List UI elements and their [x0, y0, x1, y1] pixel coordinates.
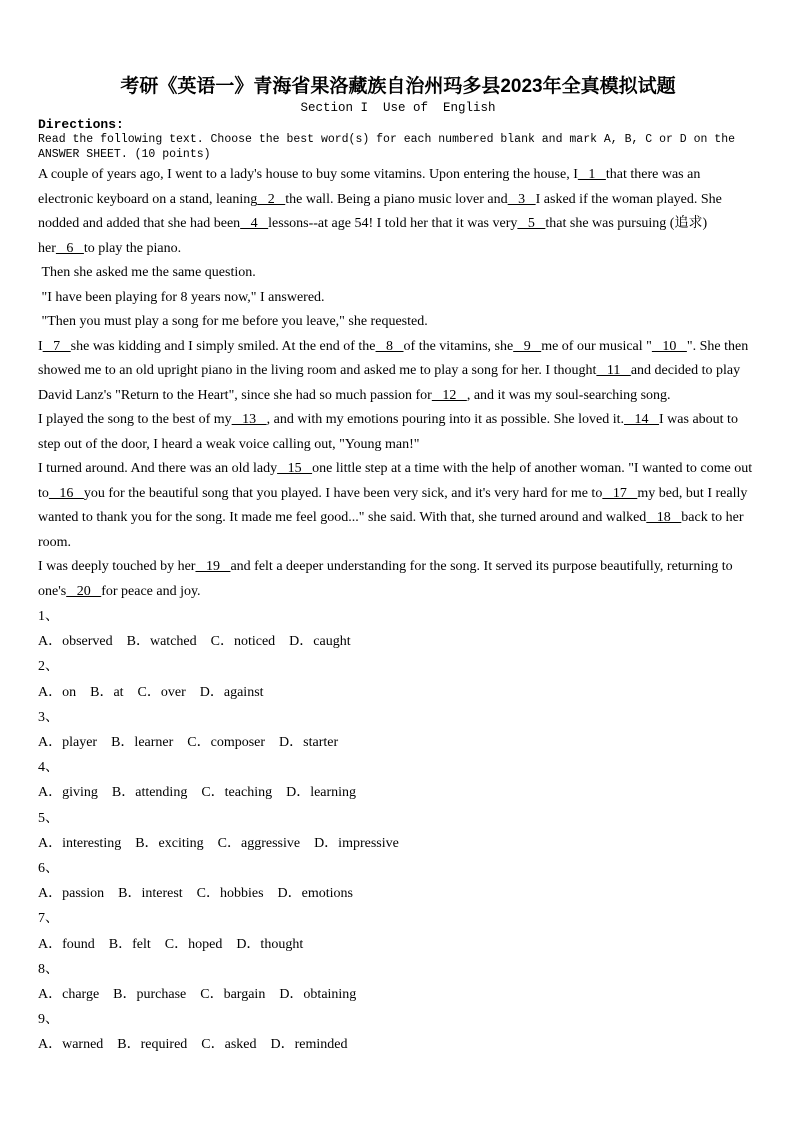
- question-number: 5、: [38, 810, 59, 826]
- fill-blank-7: 7: [42, 338, 71, 354]
- question-number: 1、: [38, 609, 59, 624]
- question-item: [38, 654, 758, 704]
- question-number: 4、: [38, 760, 59, 776]
- question-list: [38, 604, 758, 1058]
- fill-blank-10: 10: [651, 338, 687, 354]
- fill-blank-20: 20: [66, 583, 102, 599]
- question-options: A．giving B．attending C．teaching D．learning: [38, 785, 357, 801]
- question-options: A．observed B．watched C．noticed D．caught: [38, 634, 351, 650]
- question-item: [38, 604, 758, 654]
- question-options: A．interesting B．exciting C．aggressive D．impressive: [38, 835, 399, 851]
- question-options: A．on B．at C．over D．against: [38, 684, 264, 700]
- fill-blank-3: 3: [507, 191, 536, 207]
- question-number: 2、: [38, 659, 59, 675]
- fill-blank-14: 14: [624, 412, 660, 427]
- question-options: A．warned B．required C．asked D．reminded: [38, 1037, 348, 1053]
- fill-blank-18: 18: [646, 510, 682, 525]
- question-options: A．charge B．purchase C．bargain D．obtaining: [38, 987, 357, 1003]
- passage-paragraph: I turned around. And there was an old lady 15 one little step at a time with the help of another woman. "I wanted to come out to 16 you for the beautiful song that you played. I have been very sick, and it's very hard for me to 17 my bed, but I really wanted to thank you for the song. It made me feel good..." she said. With that, she turned around and walked 18 back to her room.: [38, 461, 756, 550]
- fill-blank-17: 17: [602, 485, 638, 501]
- question-item: [38, 705, 758, 755]
- passage-paragraph: I played the song to the best of my 13 , and with my emotions pouring into it as possible. She loved it. 14 I was about to step out of the door, I heard a weak voice calling out, "Young man!": [38, 412, 742, 452]
- question-options: A．player B．learner C．composer D．starter: [38, 735, 339, 751]
- directions-line: ANSWER SHEET. (10 points): [38, 148, 211, 161]
- fill-blank-15: 15: [277, 461, 313, 476]
- fill-blank-8: 8: [375, 338, 404, 354]
- question-item: [38, 755, 758, 805]
- fill-blank-16: 16: [48, 485, 84, 501]
- passage-paragraph: "I have been playing for 8 years now," I answered.: [38, 289, 325, 305]
- question-item: [38, 1007, 758, 1057]
- section-heading: Section I Use of English: [300, 101, 496, 115]
- passage-paragraph: "Then you must play a song for me before you leave," she requested.: [38, 314, 428, 329]
- question-number: 3、: [38, 709, 59, 725]
- question-item: [38, 856, 758, 906]
- passage-paragraph: A couple of years ago, I went to a lady's house to buy some vitamins. Upon entering the house, I 1 that there was an electronic keyboard on a stand, leaning 2 the wall. Being a piano music lover and 3 I asked if the woman played. She nodded and added that she had been 4 lessons--at age 54! I told her that it was very 5 that she was pursuing (追求) her 6 to play the piano.: [38, 167, 726, 256]
- fill-blank-1: 1: [577, 167, 606, 182]
- passage-paragraph: I 7 she was kidding and I simply smiled. At the end of the 8 of the vitamins, she 9 me of our musical " 10 ". She then showed me to an old upright piano in the living room and asked me to play a song for her. I thought 11 and decided to play David Lanz's "Return to the Heart", since she had so much passion for 12 , and it was my soul-searching song.: [38, 338, 752, 403]
- question-number: 8、: [38, 961, 59, 977]
- question-item: [38, 806, 758, 856]
- fill-blank-4: 4: [240, 216, 269, 231]
- fill-blank-6: 6: [55, 240, 84, 256]
- question-options: A．passion B．interest C．hobbies D．emotions: [38, 886, 353, 902]
- directions-label: Directions:: [38, 117, 124, 132]
- fill-blank-13: 13: [231, 412, 267, 427]
- fill-blank-12: 12: [431, 387, 467, 403]
- question-number: 6、: [38, 861, 59, 877]
- passage-paragraph: I was deeply touched by her 19 and felt a deeper understanding for the song. It served its purpose beautifully, returning to one's 20 for peace and joy.: [38, 559, 737, 599]
- question-options: A．found B．felt C．hoped D．thought: [38, 936, 304, 952]
- question-item: [38, 957, 758, 1007]
- cloze-passage: [38, 163, 758, 604]
- fill-blank-9: 9: [513, 338, 542, 354]
- fill-blank-2: 2: [257, 191, 286, 207]
- page-title: 考研《英语一》青海省果洛藏族自治州玛多县2023年全真模拟试题: [120, 76, 676, 97]
- fill-blank-5: 5: [517, 216, 546, 231]
- passage-paragraph: Then she asked me the same question.: [38, 265, 256, 280]
- question-item: [38, 906, 758, 956]
- question-number: 9、: [38, 1012, 59, 1028]
- fill-blank-11: 11: [596, 363, 631, 378]
- question-number: 7、: [38, 911, 59, 927]
- directions-line: Read the following text. Choose the best word(s) for each numbered blank and mark A, B, C or D on the: [38, 133, 736, 146]
- fill-blank-19: 19: [195, 559, 231, 574]
